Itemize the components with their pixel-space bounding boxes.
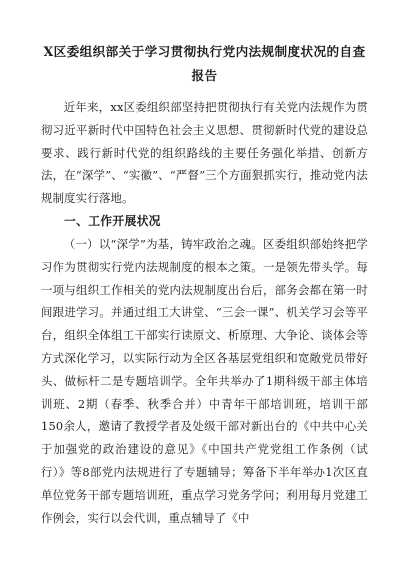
document-title: X区委组织部关于学习贯彻执行党内法规制度状况的自查报告 xyxy=(43,44,366,83)
section-heading: 一、工作开展状况 xyxy=(64,213,161,228)
intro-paragraph: 近年来，xx区委组织部坚持把贯彻执行有关党内法规作为贯彻习近平新时代中国特色社会主义思想、贯彻新时代党的建设总要求、践行新时代党的组织路线的主要任务强化举措、创新方法，在“深学”、“实徽”、“严督”三个方面狠抓实行，推动党内法规制度实行落地。 xyxy=(41,100,368,206)
section-paragraph: （一）以“深学”为基，铸牢政治之魂。区委组织部始终把学习作为贯彻实行党内法规制度的根本之策。一是领先带头学。每一项与组织工作相关的党内法规制度出台后，部务会都在第一时间跟进学习。并通过组工大讲堂、“三会一课”、机关学习会等平台，组织全体组工干部实行读原文、析原理、大争论、谈体会等方式深化学习，以实际行动为全区各基层党组织和宽敞党员带好头、做标杆二是专题培训学。全年共举办了1期科级干部主体培训班、2期（春季、秋季合并）中青年干部培训班，培训干部150余人，邀请了教授学者及处级干部对新出台的《中共中心关于加强党的政治建设的意见》《中国共产党党组工作条例（试行）》等8部党内法规进行了专题辅导；筹备下半年举办1次区直单位党务干部专题培训班，重点学习党务学问；利用每月党建工作例会，实行以会代训，重点辅导了《中 xyxy=(41,236,368,525)
